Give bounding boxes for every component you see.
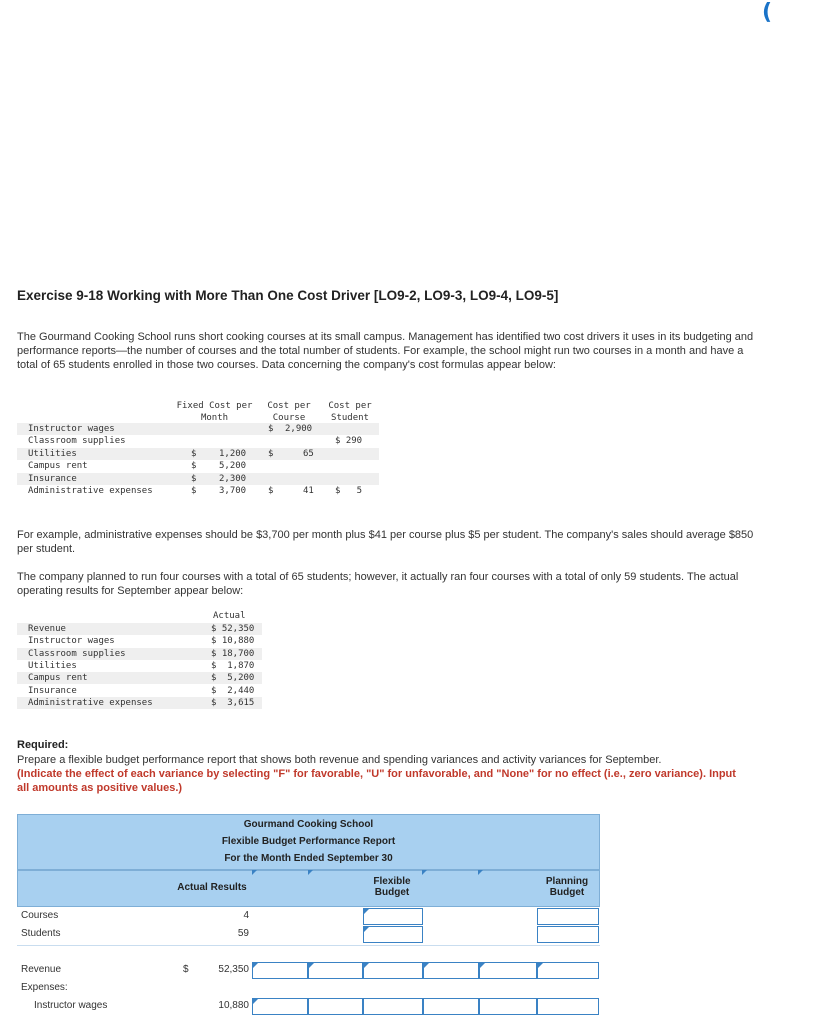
required-instruction: (Indicate the effect of each variance by selecting "F" for favorable, "U" for unfavorable, and "None" for no effect (i.e., zero variance). Input all amounts as positive values.)	[17, 768, 736, 794]
student-value: $ 290	[335, 436, 363, 447]
instructor-variance-effect-1[interactable]	[308, 998, 363, 1015]
report-title-name: Flexible Budget Performance Report	[221, 836, 396, 847]
revenue-variance-effect-2[interactable]	[479, 962, 537, 979]
row-label: Administrative expenses	[28, 486, 153, 496]
table-row	[17, 485, 379, 497]
table-row	[17, 460, 379, 472]
course-value: 65	[303, 448, 314, 459]
course-dollar: $	[268, 448, 274, 459]
row-label-students: Students	[21, 928, 61, 939]
col-actual-results: Actual Results	[177, 882, 247, 893]
row-value: $ 18,700	[211, 648, 255, 659]
table-row	[17, 473, 379, 485]
exercise-title: Exercise 9-18 Working with More Than One Cost Driver [LO9-2, LO9-3, LO9-4, LO9-5]	[17, 288, 559, 303]
table-row	[17, 660, 262, 672]
fixed-dollar: $	[191, 473, 197, 484]
fixed-dollar: $	[191, 448, 197, 459]
row-label-expenses: Expenses:	[21, 982, 68, 993]
revenue-variance-1[interactable]	[252, 962, 308, 979]
header-fixed: Fixed Cost per Month	[176, 401, 253, 423]
row-label-courses: Courses	[21, 910, 59, 921]
row-label: Instructor wages	[28, 636, 115, 647]
col-flexible-budget: Flexible Budget	[373, 876, 411, 898]
actual-students: 59	[237, 928, 249, 939]
row-label: Administrative expenses	[28, 697, 153, 708]
row-label: Classroom supplies	[28, 436, 126, 447]
row-value: $ 5,200	[211, 673, 255, 684]
table-row	[17, 448, 379, 460]
row-label: Classroom supplies	[28, 648, 126, 659]
table-row	[17, 635, 262, 647]
fixed-value: 1,200	[219, 448, 247, 459]
fixed-dollar: $	[191, 461, 197, 472]
actual-revenue: 52,350	[218, 964, 249, 975]
instructor-variance-1[interactable]	[252, 998, 308, 1015]
required-text: Prepare a flexible budget performance report that shows both revenue and spending variances and activity variances for September.	[17, 754, 662, 766]
fixed-value: 3,700	[219, 486, 247, 496]
planning-revenue-input[interactable]	[537, 962, 599, 979]
course-value: 2,900	[285, 424, 313, 434]
variance-header-1[interactable]	[252, 870, 308, 907]
flexible-instructor-input[interactable]	[363, 998, 423, 1015]
row-label: Insurance	[28, 473, 77, 484]
intro-paragraph: The Gourmand Cooking School runs short cooking courses at its small campus. Management has identified two cost drivers it uses in its budgeting and performance reports—the number of courses and the total number of students. For example, the school might run two courses in a month and have a total of 65 students enrolled in those two courses. Data concerning the company's cost formulas appear below:	[17, 331, 754, 371]
table-row	[17, 697, 262, 709]
col-planning-budget: Planning Budget	[545, 876, 589, 898]
course-dollar: $	[268, 486, 274, 496]
header-per-student: Cost per Student	[328, 401, 372, 423]
flexible-courses-input[interactable]	[363, 908, 423, 925]
revenue-variance-effect-1[interactable]	[308, 962, 363, 979]
fixed-dollar: $	[191, 486, 197, 496]
row-label: Instructor wages	[28, 424, 115, 434]
variance-header-4[interactable]	[478, 870, 537, 907]
table-row	[17, 623, 262, 635]
example-paragraph: For example, administrative expenses should be $3,700 per month plus $41 per course plus $5 per student. The company's sales should average $850 per student.	[17, 529, 754, 555]
planning-courses-input[interactable]	[537, 908, 599, 925]
report-title-period: For the Month Ended September 30	[224, 853, 393, 864]
fixed-value: 5,200	[219, 461, 247, 472]
report-title-company: Gourmand Cooking School	[243, 819, 374, 830]
row-value: $ 10,880	[211, 636, 255, 647]
instructor-variance-effect-2[interactable]	[479, 998, 537, 1015]
row-value: $ 3,615	[211, 697, 255, 708]
revenue-dollar-sign: $	[183, 964, 189, 975]
table-row	[17, 435, 379, 447]
revenue-variance-2[interactable]	[423, 962, 479, 979]
actual-instructor-wages: 10,880	[218, 1000, 249, 1011]
row-value: $ 52,350	[211, 624, 255, 634]
table-row	[17, 648, 262, 660]
row-label: Insurance	[28, 685, 77, 696]
report-header	[17, 814, 600, 870]
actual-header: Actual	[213, 611, 246, 621]
row-label-instructor-wages: Instructor wages	[34, 1000, 108, 1011]
variance-header-2[interactable]	[308, 870, 362, 907]
actual-courses: 4	[243, 910, 249, 921]
planned-paragraph: The company planned to run four courses with a total of 65 students; however, it actually ran four courses with a total of only 59 students. The actual operating results for September appear below:	[17, 571, 739, 597]
table-row	[17, 685, 262, 697]
flexible-students-input[interactable]	[363, 926, 423, 943]
student-value: $ 5	[335, 486, 363, 496]
planning-students-input[interactable]	[537, 926, 599, 943]
required-label: Required:	[17, 739, 69, 751]
header-per-course: Cost per Course	[267, 401, 311, 423]
fixed-value: 2,300	[219, 473, 247, 484]
course-dollar: $	[268, 424, 274, 434]
row-label: Utilities	[28, 660, 77, 671]
instructor-variance-2[interactable]	[423, 998, 479, 1015]
row-label-revenue: Revenue	[21, 964, 62, 975]
table-row	[17, 423, 379, 435]
variance-header-3[interactable]	[422, 870, 478, 907]
row-label: Revenue	[28, 624, 66, 634]
row-value: $ 1,870	[211, 660, 255, 671]
course-value: 41	[303, 486, 314, 496]
row-value: $ 2,440	[211, 685, 255, 696]
table-row	[17, 672, 262, 684]
grid-divider	[17, 945, 600, 946]
planning-instructor-input[interactable]	[537, 998, 599, 1015]
row-label: Utilities	[28, 448, 77, 459]
partial-paren-glyph: (	[762, 0, 773, 25]
row-label: Campus rent	[28, 461, 88, 472]
flexible-revenue-input[interactable]	[363, 962, 423, 979]
row-label: Campus rent	[28, 673, 88, 684]
